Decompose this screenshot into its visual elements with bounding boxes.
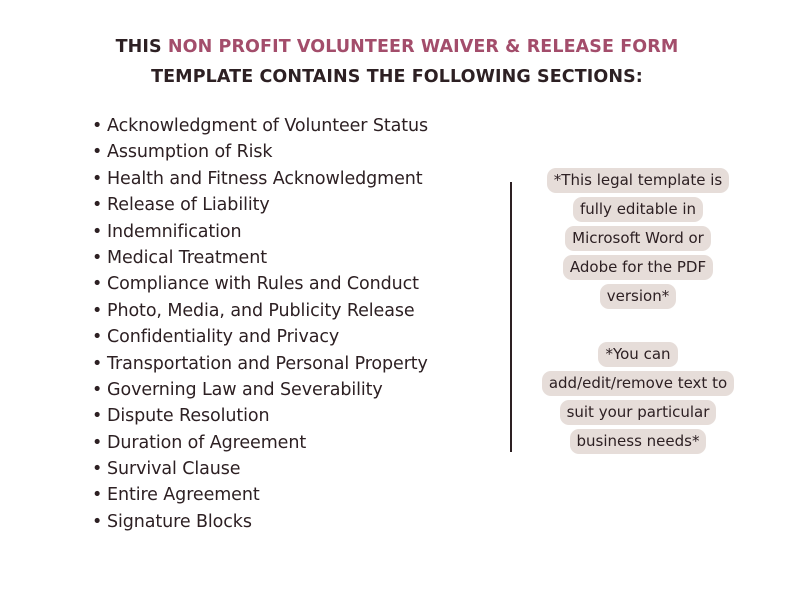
bullet-icon: •: [92, 300, 103, 321]
note-line: [528, 340, 748, 369]
bullet-icon: •: [92, 327, 103, 348]
section-label: Medical Treatment: [107, 247, 267, 268]
heading-form-title: NON PROFIT VOLUNTEER WAIVER & RELEASE FORM: [167, 37, 679, 57]
note-spacer: [528, 311, 748, 340]
bullet-icon: •: [92, 406, 103, 427]
section-label: Confidentiality and Privacy: [107, 327, 340, 348]
bullet-icon: •: [92, 195, 103, 216]
sections-list: [92, 113, 428, 535]
bullet-icon: •: [92, 459, 103, 480]
list-item: [92, 351, 428, 377]
heading-prefix: THIS: [115, 37, 168, 57]
section-label: Signature Blocks: [107, 511, 252, 532]
list-item: [92, 219, 428, 245]
note-line: [528, 369, 748, 398]
section-label: Dispute Resolution: [107, 406, 270, 427]
list-item: [92, 192, 428, 218]
list-item: [92, 139, 428, 165]
bullet-icon: •: [92, 247, 103, 268]
list-item: [92, 298, 428, 324]
list-item: [92, 509, 428, 535]
note-line: [528, 166, 748, 195]
section-label: Assumption of Risk: [107, 142, 273, 163]
bullet-icon: •: [92, 221, 103, 242]
note-text: Adobe for the PDF: [563, 255, 713, 280]
bullet-icon: •: [92, 168, 103, 189]
note-text: fully editable in: [573, 197, 703, 222]
list-item: [92, 245, 428, 271]
note-line: [528, 195, 748, 224]
note-line: [528, 398, 748, 427]
heading-line-2: TEMPLATE CONTAINS THE FOLLOWING SECTIONS:: [151, 67, 643, 87]
note-line: [528, 427, 748, 456]
note-text: *This legal template is: [547, 168, 729, 193]
note-line: [528, 253, 748, 282]
section-label: Photo, Media, and Publicity Release: [107, 300, 415, 321]
bullet-icon: •: [92, 116, 103, 136]
section-label: Duration of Agreement: [107, 432, 307, 453]
note-text: suit your particular: [560, 400, 717, 425]
bullet-icon: •: [92, 511, 103, 532]
section-label: Governing Law and Severability: [107, 379, 383, 400]
list-item: [92, 166, 428, 192]
list-item: [92, 113, 428, 139]
note-text: *You can: [598, 342, 677, 367]
list-item: [92, 271, 428, 297]
note-text: Microsoft Word or: [565, 226, 711, 251]
bullet-icon: •: [92, 485, 103, 506]
section-label: Indemnification: [107, 221, 242, 242]
note-text: business needs*: [570, 429, 707, 454]
editable-note: [528, 166, 748, 456]
note-line: [528, 282, 748, 311]
section-label: Entire Agreement: [107, 485, 260, 506]
list-item: [92, 377, 428, 403]
heading-line-1: [0, 32, 794, 62]
section-label: Acknowledgment of Volunteer Status: [107, 116, 429, 136]
list-item: [92, 324, 428, 350]
vertical-divider: [510, 182, 512, 452]
note-text: version*: [600, 284, 676, 309]
bullet-icon: •: [92, 379, 103, 400]
list-item: [92, 430, 428, 456]
bullet-icon: •: [92, 142, 103, 163]
section-label: Release of Liability: [107, 195, 270, 216]
list-item: [92, 456, 428, 482]
bullet-icon: •: [92, 432, 103, 453]
section-label: Transportation and Personal Property: [107, 353, 428, 374]
list-item: [92, 482, 428, 508]
bullet-icon: •: [92, 353, 103, 374]
section-label: Health and Fitness Acknowledgment: [107, 168, 423, 189]
section-label: Compliance with Rules and Conduct: [107, 274, 419, 295]
note-text: add/edit/remove text to: [542, 371, 734, 396]
list-item: [92, 403, 428, 429]
note-line: [528, 224, 748, 253]
page-heading: [0, 32, 794, 92]
section-label: Survival Clause: [107, 459, 241, 480]
bullet-icon: •: [92, 274, 103, 295]
